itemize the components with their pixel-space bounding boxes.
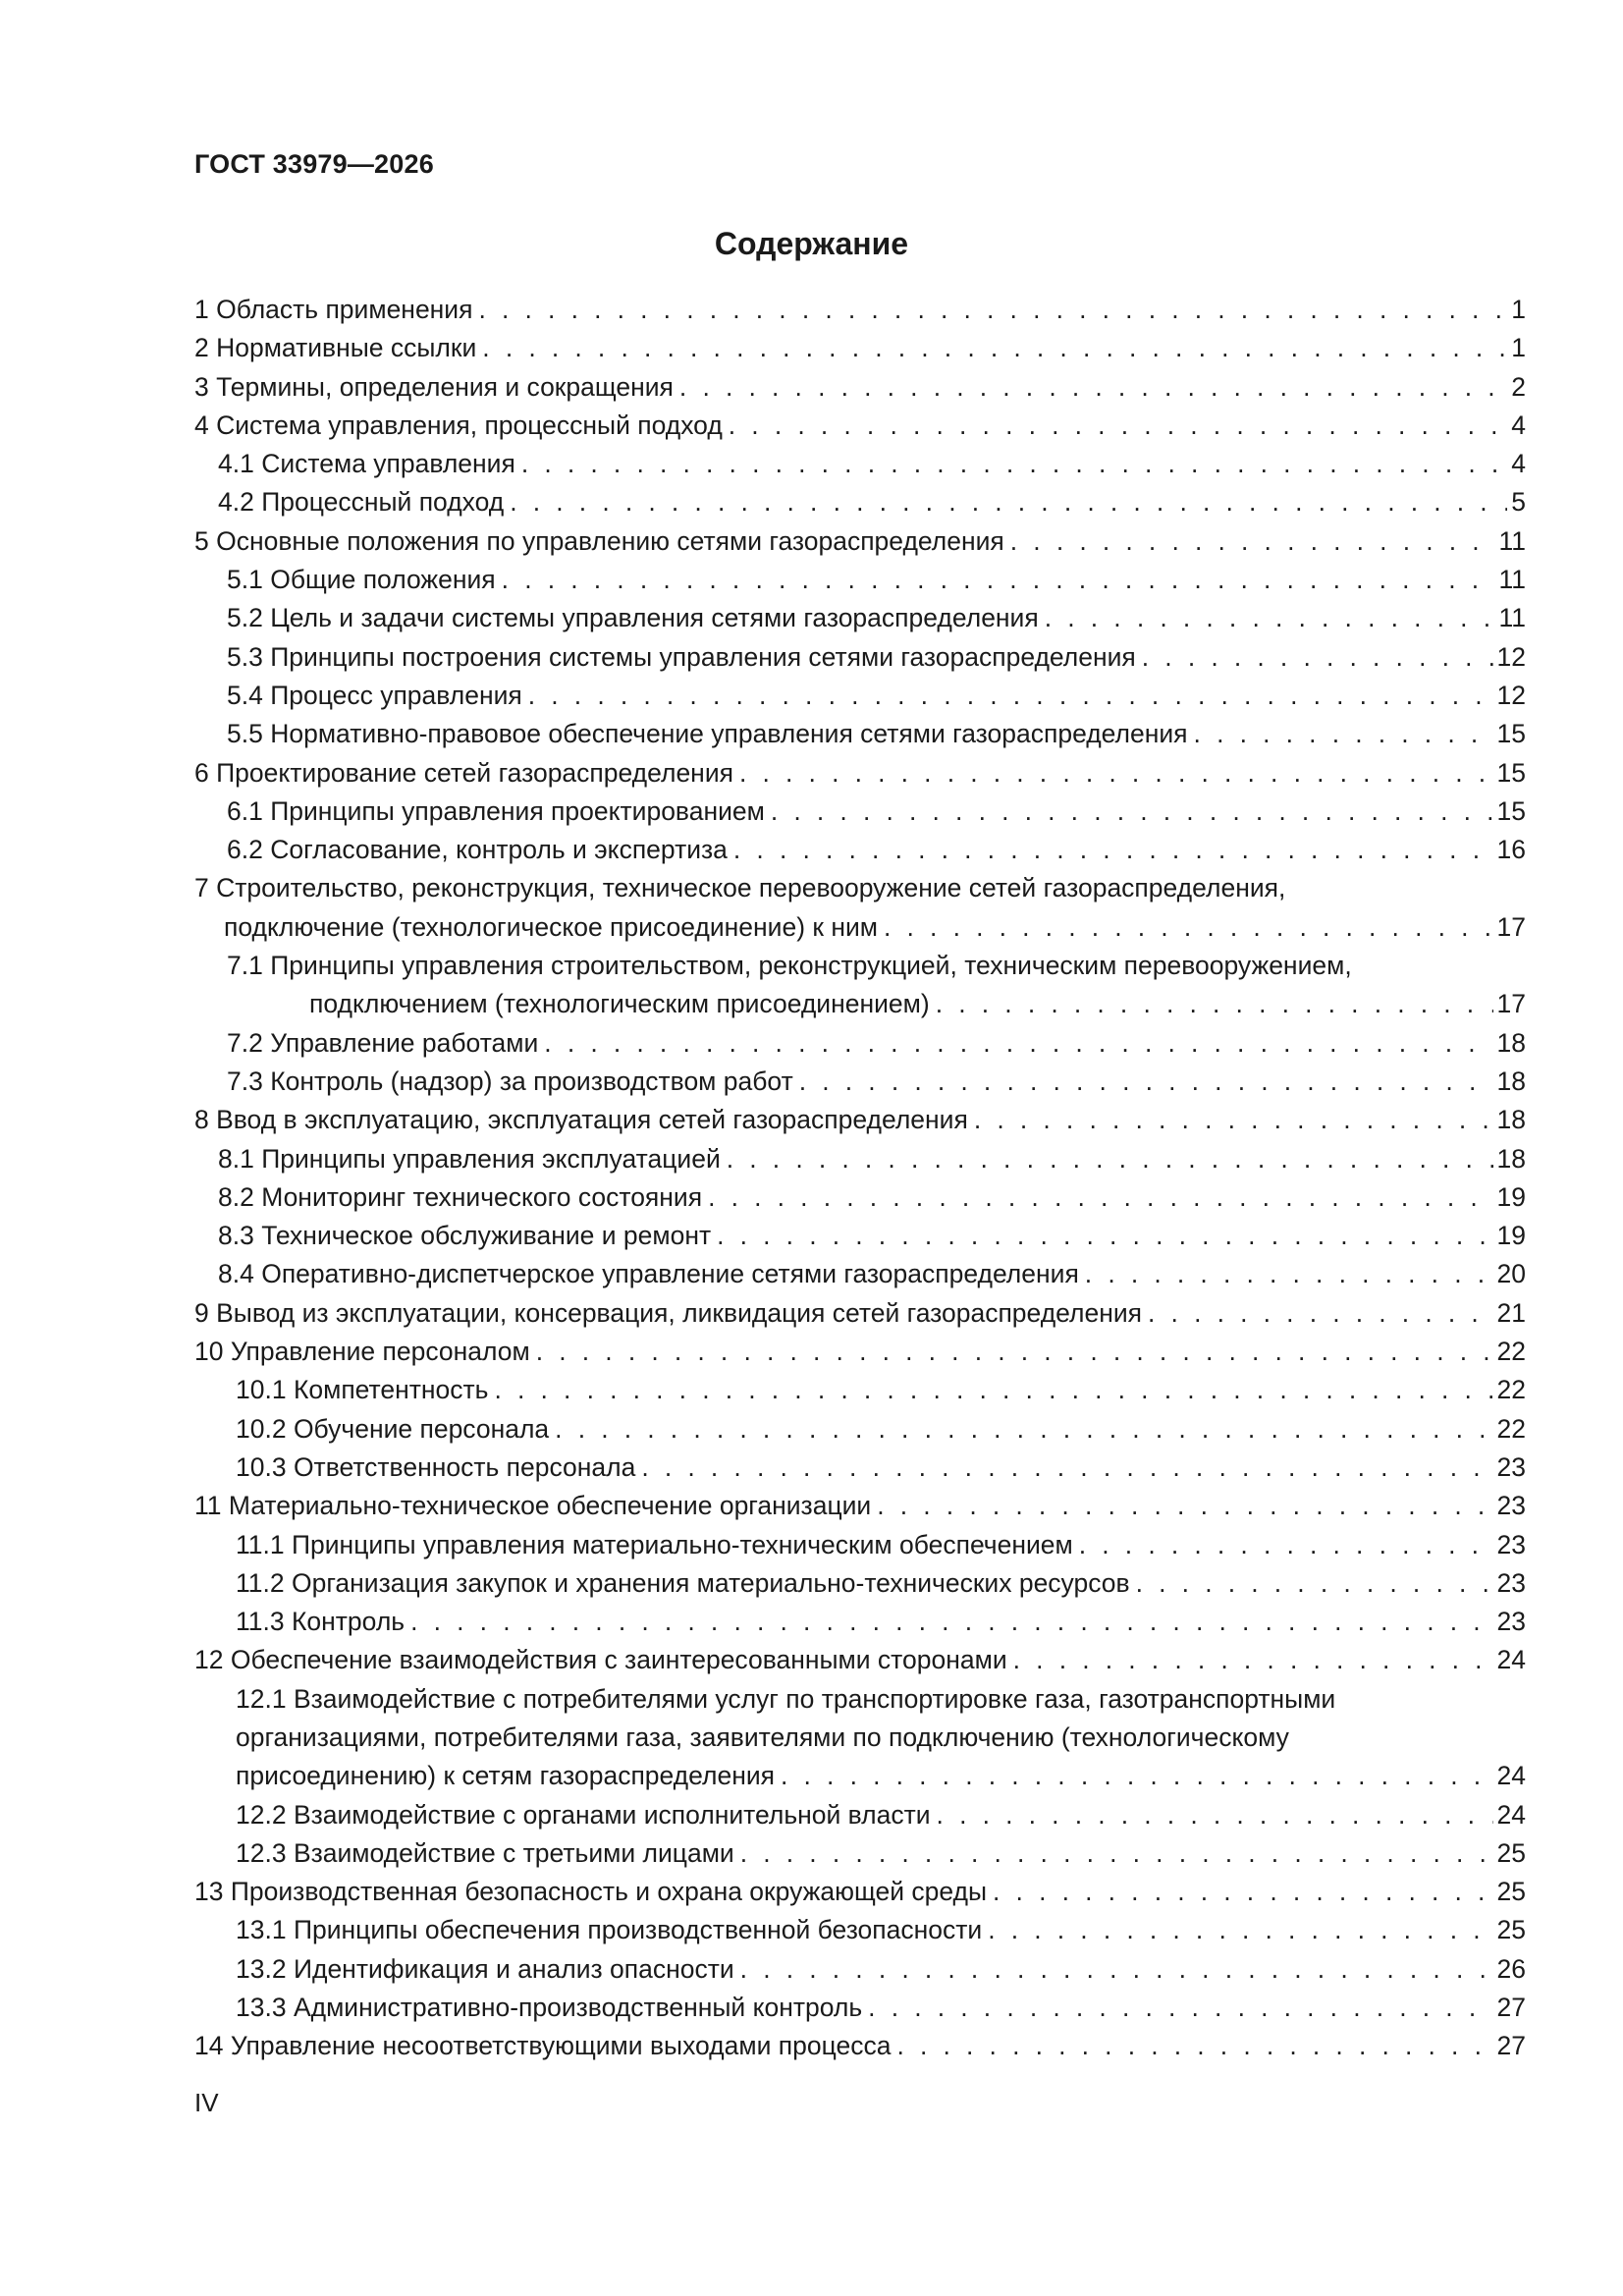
toc-entry-title: 8.1 Принципы управления эксплуатацией <box>218 1143 721 1174</box>
toc-entry-title: 13 Производственная безопасность и охрана окружающей среды <box>194 1877 988 1907</box>
dot-leader <box>740 1834 1493 1873</box>
toc-entry-title: 8.3 Техническое обслуживание и ремонт <box>218 1221 712 1251</box>
document-code: ГОСТ 33979—2026 <box>194 149 434 179</box>
toc-entry-title: 7 Строительство, реконструкция, техническое перевооружение сетей газораспределения, <box>194 873 1286 903</box>
dot-leader <box>641 1449 1492 1487</box>
toc-entry-title: 14 Управление несоответствующими выходами процесса <box>194 2031 892 2061</box>
dot-leader <box>478 291 1507 329</box>
toc-entry-title: 13.2 Идентификация и анализ опасности <box>236 1953 734 1984</box>
toc-entry-page: 2 <box>1511 371 1526 402</box>
toc-entry-page: 18 <box>1496 1105 1526 1135</box>
dot-leader <box>727 1140 1493 1178</box>
toc-entry[interactable] <box>194 715 1526 753</box>
toc-entry[interactable] <box>194 407 1526 445</box>
dot-leader <box>679 368 1507 407</box>
dot-leader <box>1142 638 1493 677</box>
toc-entry[interactable] <box>194 1526 1526 1564</box>
toc-entry-page: 24 <box>1496 1761 1526 1791</box>
toc-entry[interactable] <box>194 793 1526 831</box>
toc-entry-title: 2 Нормативные ссылки <box>194 333 477 363</box>
dot-leader <box>494 1371 1492 1409</box>
toc-entry-title: подключение (технологическое присоединение) к ним <box>224 911 878 942</box>
toc-entry[interactable] <box>194 1641 1526 1679</box>
toc-entry-page: 12 <box>1496 680 1526 710</box>
toc-entry-title: 6.2 Согласование, контроль и экспертиза <box>227 835 728 865</box>
toc-entry-title: 4.1 Система управления <box>218 449 515 479</box>
toc-entry-title: 8 Ввод в эксплуатацию, эксплуатация сетей газораспределения <box>194 1105 968 1135</box>
dot-leader <box>502 561 1495 599</box>
dot-leader <box>1194 715 1493 753</box>
dot-leader <box>528 677 1493 715</box>
toc-entry-title: 6 Проектирование сетей газораспределения <box>194 757 733 788</box>
toc-entry-title: 8.2 Мониторинг технического состояния <box>218 1181 703 1212</box>
toc-entry-page: 12 <box>1496 641 1526 672</box>
dot-leader <box>544 1024 1492 1063</box>
toc-title: Содержание <box>714 226 909 261</box>
dot-leader <box>993 1873 1492 1911</box>
toc-entry[interactable] <box>194 1796 1526 1834</box>
toc-entry-page: 16 <box>1496 835 1526 865</box>
toc-entry-page: 15 <box>1496 757 1526 788</box>
toc-entry[interactable] <box>194 1178 1526 1217</box>
toc-entry-page: 15 <box>1496 795 1526 826</box>
toc-entry[interactable] <box>194 1680 1526 1796</box>
toc-entry[interactable] <box>194 1410 1526 1449</box>
toc-entry-page: 11 <box>1498 525 1526 556</box>
toc-entry-page: 25 <box>1496 1837 1526 1868</box>
toc-entry[interactable] <box>194 1140 1526 1178</box>
dot-leader <box>521 445 1507 483</box>
toc-entry[interactable] <box>194 638 1526 677</box>
toc-entry-page: 23 <box>1496 1529 1526 1559</box>
dot-leader <box>877 1487 1492 1525</box>
dot-leader <box>771 793 1493 831</box>
toc-entry-page: 18 <box>1496 1143 1526 1174</box>
dot-leader <box>896 2027 1492 2065</box>
toc-entry-page: 24 <box>1496 1645 1526 1675</box>
toc-entry-page: 22 <box>1496 1337 1526 1367</box>
dot-leader <box>1079 1526 1493 1564</box>
toc-entry-title: 11.2 Организация закупок и хранения материально-технических ресурсов <box>236 1567 1130 1598</box>
toc-entry-title: 1 Область применения <box>194 295 473 324</box>
toc-entry-title: 13.3 Административно-производственный контроль <box>236 1993 863 2023</box>
dot-leader <box>739 754 1493 793</box>
toc-entry-title: 12.2 Взаимодействие с органами исполнительной власти <box>236 1799 931 1830</box>
toc-entry[interactable] <box>194 677 1526 715</box>
toc-entry[interactable] <box>194 1564 1526 1603</box>
toc-entry-title: 5.3 Принципы построения системы управления сетями газораспределения <box>227 641 1136 672</box>
toc-entry-title: 6.1 Принципы управления проектированием <box>227 795 765 826</box>
dot-leader <box>937 1796 1493 1834</box>
toc-entry-title: 5.2 Цель и задачи системы управления сетями газораспределения <box>227 603 1039 633</box>
dot-leader <box>510 483 1507 521</box>
dot-leader <box>536 1333 1493 1371</box>
toc-entry-title: 9 Вывод из эксплуатации, консервация, ликвидация сетей газораспределения <box>194 1297 1143 1328</box>
toc-entry[interactable] <box>194 1911 1526 1949</box>
toc-entry-page: 23 <box>1496 1567 1526 1598</box>
toc-entry[interactable] <box>194 869 1526 947</box>
dot-leader <box>988 1911 1492 1949</box>
toc-entry-title: 12.3 Взаимодействие с третьими лицами <box>236 1837 734 1868</box>
toc-entry-title: присоединению) к сетям газораспределения <box>236 1761 775 1791</box>
toc-entry[interactable] <box>194 831 1526 869</box>
toc-entry-page: 20 <box>1496 1259 1526 1289</box>
toc-entry[interactable] <box>194 368 1526 407</box>
toc-entry-page: 21 <box>1496 1297 1526 1328</box>
toc-entry-page: 26 <box>1496 1953 1526 1984</box>
toc-entry[interactable] <box>194 754 1526 793</box>
toc-entry-title: 4 Система управления, процессный подход <box>194 410 723 440</box>
toc-entry-page: 22 <box>1496 1375 1526 1405</box>
toc-entry-title: 7.2 Управление работами <box>227 1027 539 1058</box>
toc-entry-page: 25 <box>1496 1877 1526 1907</box>
toc-entry[interactable] <box>194 1217 1526 1255</box>
dot-leader <box>974 1101 1493 1139</box>
toc-entry-page: 25 <box>1496 1915 1526 1945</box>
dot-leader <box>936 985 1493 1023</box>
toc-entry[interactable] <box>194 445 1526 483</box>
toc-entry-title: подключением (технологическим присоединением) <box>309 989 930 1019</box>
toc-entry-title: 5 Основные положения по управлению сетями газораспределения <box>194 525 1004 556</box>
toc-entry-title: 12.1 Взаимодействие с потребителями услуг по транспортировке газа, газотранспортными <box>236 1683 1336 1714</box>
toc-entry-title: 12 Обеспечение взаимодействия с заинтересованными сторонами <box>194 1645 1007 1675</box>
toc-entry-title: 4.2 Процессный подход <box>218 487 505 518</box>
toc-entry-title: организациями, потребителями газа, заявителями по подключению (технологическому <box>236 1722 1289 1752</box>
toc-entry-title: 11.3 Контроль <box>236 1607 406 1637</box>
table-of-contents <box>194 291 1526 2066</box>
toc-entry[interactable] <box>194 1834 1526 1873</box>
toc-entry-page: 17 <box>1496 911 1526 942</box>
toc-entry-page: 1 <box>1511 295 1526 324</box>
toc-entry[interactable] <box>194 1449 1526 1487</box>
toc-entry-page: 23 <box>1496 1607 1526 1637</box>
toc-entry[interactable] <box>194 1371 1526 1409</box>
toc-entry-page: 17 <box>1496 989 1526 1019</box>
toc-entry-title: 5.4 Процесс управления <box>227 680 522 710</box>
toc-entry[interactable] <box>194 2027 1526 2065</box>
dot-leader <box>781 1757 1493 1795</box>
toc-entry[interactable] <box>194 1333 1526 1371</box>
toc-entry-page: 1 <box>1511 333 1526 363</box>
dot-leader <box>717 1217 1492 1255</box>
toc-entry[interactable] <box>194 329 1526 367</box>
toc-entry-page: 11 <box>1498 603 1526 633</box>
toc-entry-title: 8.4 Оперативно-диспетчерское управление сетями газораспределения <box>218 1259 1079 1289</box>
toc-entry[interactable] <box>194 1101 1526 1139</box>
toc-entry[interactable] <box>194 1989 1526 2027</box>
toc-entry-title: 11.1 Принципы управления материально-техническим обеспечением <box>236 1529 1073 1559</box>
toc-entry[interactable] <box>194 1024 1526 1063</box>
toc-entry-page: 23 <box>1496 1491 1526 1521</box>
dot-leader <box>729 407 1507 445</box>
dot-leader <box>410 1603 1492 1641</box>
toc-entry-page: 27 <box>1496 2031 1526 2061</box>
toc-entry-page: 15 <box>1496 719 1526 749</box>
toc-entry-page: 19 <box>1496 1221 1526 1251</box>
toc-entry[interactable] <box>194 1487 1526 1525</box>
toc-entry[interactable] <box>194 1063 1526 1101</box>
toc-entry-title: 10.2 Обучение персонала <box>236 1413 550 1444</box>
dot-leader <box>1085 1255 1493 1293</box>
toc-entry-title: 10.3 Ответственность персонала <box>236 1451 636 1482</box>
toc-entry[interactable] <box>194 483 1526 521</box>
dot-leader <box>1148 1294 1493 1333</box>
dot-leader <box>1010 522 1495 561</box>
toc-entry[interactable] <box>194 1294 1526 1333</box>
toc-entry[interactable] <box>194 947 1526 1024</box>
toc-entry-title: 5.1 Общие положения <box>227 565 496 595</box>
dot-leader <box>482 329 1507 367</box>
toc-entry[interactable] <box>194 1255 1526 1293</box>
toc-entry-title: 3 Термины, определения и сокращения <box>194 371 674 402</box>
toc-entry-page: 24 <box>1496 1799 1526 1830</box>
toc-entry-page: 5 <box>1511 487 1526 518</box>
toc-entry-title: 11 Материально-техническое обеспечение организации <box>194 1491 872 1521</box>
dot-leader <box>1045 599 1495 637</box>
dot-leader <box>708 1178 1492 1217</box>
toc-entry-page: 19 <box>1496 1181 1526 1212</box>
toc-entry[interactable] <box>194 1873 1526 1911</box>
toc-entry[interactable] <box>194 522 1526 561</box>
dot-leader <box>1136 1564 1493 1603</box>
toc-entry-title: 5.5 Нормативно-правовое обеспечение управления сетями газораспределения <box>227 719 1188 749</box>
toc-entry[interactable] <box>194 599 1526 637</box>
toc-entry-page: 4 <box>1511 410 1526 440</box>
dot-leader <box>884 908 1493 947</box>
toc-entry-page: 18 <box>1496 1066 1526 1096</box>
toc-entry[interactable] <box>194 1950 1526 1989</box>
toc-entry-page: 4 <box>1511 449 1526 479</box>
toc-entry-title: 10 Управление персоналом <box>194 1337 530 1367</box>
dot-leader <box>799 1063 1493 1101</box>
toc-entry-page: 11 <box>1498 565 1526 595</box>
dot-leader <box>868 1989 1492 2027</box>
toc-entry-title: 10.1 Компетентность <box>236 1375 489 1405</box>
toc-entry-page: 22 <box>1496 1413 1526 1444</box>
dot-leader <box>740 1950 1493 1989</box>
toc-entry-page: 23 <box>1496 1451 1526 1482</box>
toc-entry-page: 18 <box>1496 1027 1526 1058</box>
toc-entry[interactable] <box>194 291 1526 329</box>
dot-leader <box>555 1410 1492 1449</box>
page-number: IV <box>194 2088 219 2117</box>
toc-entry-title: 7.1 Принципы управления строительством, реконструкцией, техническим перевооружением, <box>227 951 1352 981</box>
toc-entry[interactable] <box>194 561 1526 599</box>
dot-leader <box>1013 1641 1493 1679</box>
toc-entry[interactable] <box>194 1603 1526 1641</box>
dot-leader <box>733 831 1493 869</box>
toc-entry-page: 27 <box>1496 1993 1526 2023</box>
toc-entry-title: 7.3 Контроль (надзор) за производством работ <box>227 1066 793 1096</box>
toc-entry-title: 13.1 Принципы обеспечения производственной безопасности <box>236 1915 983 1945</box>
